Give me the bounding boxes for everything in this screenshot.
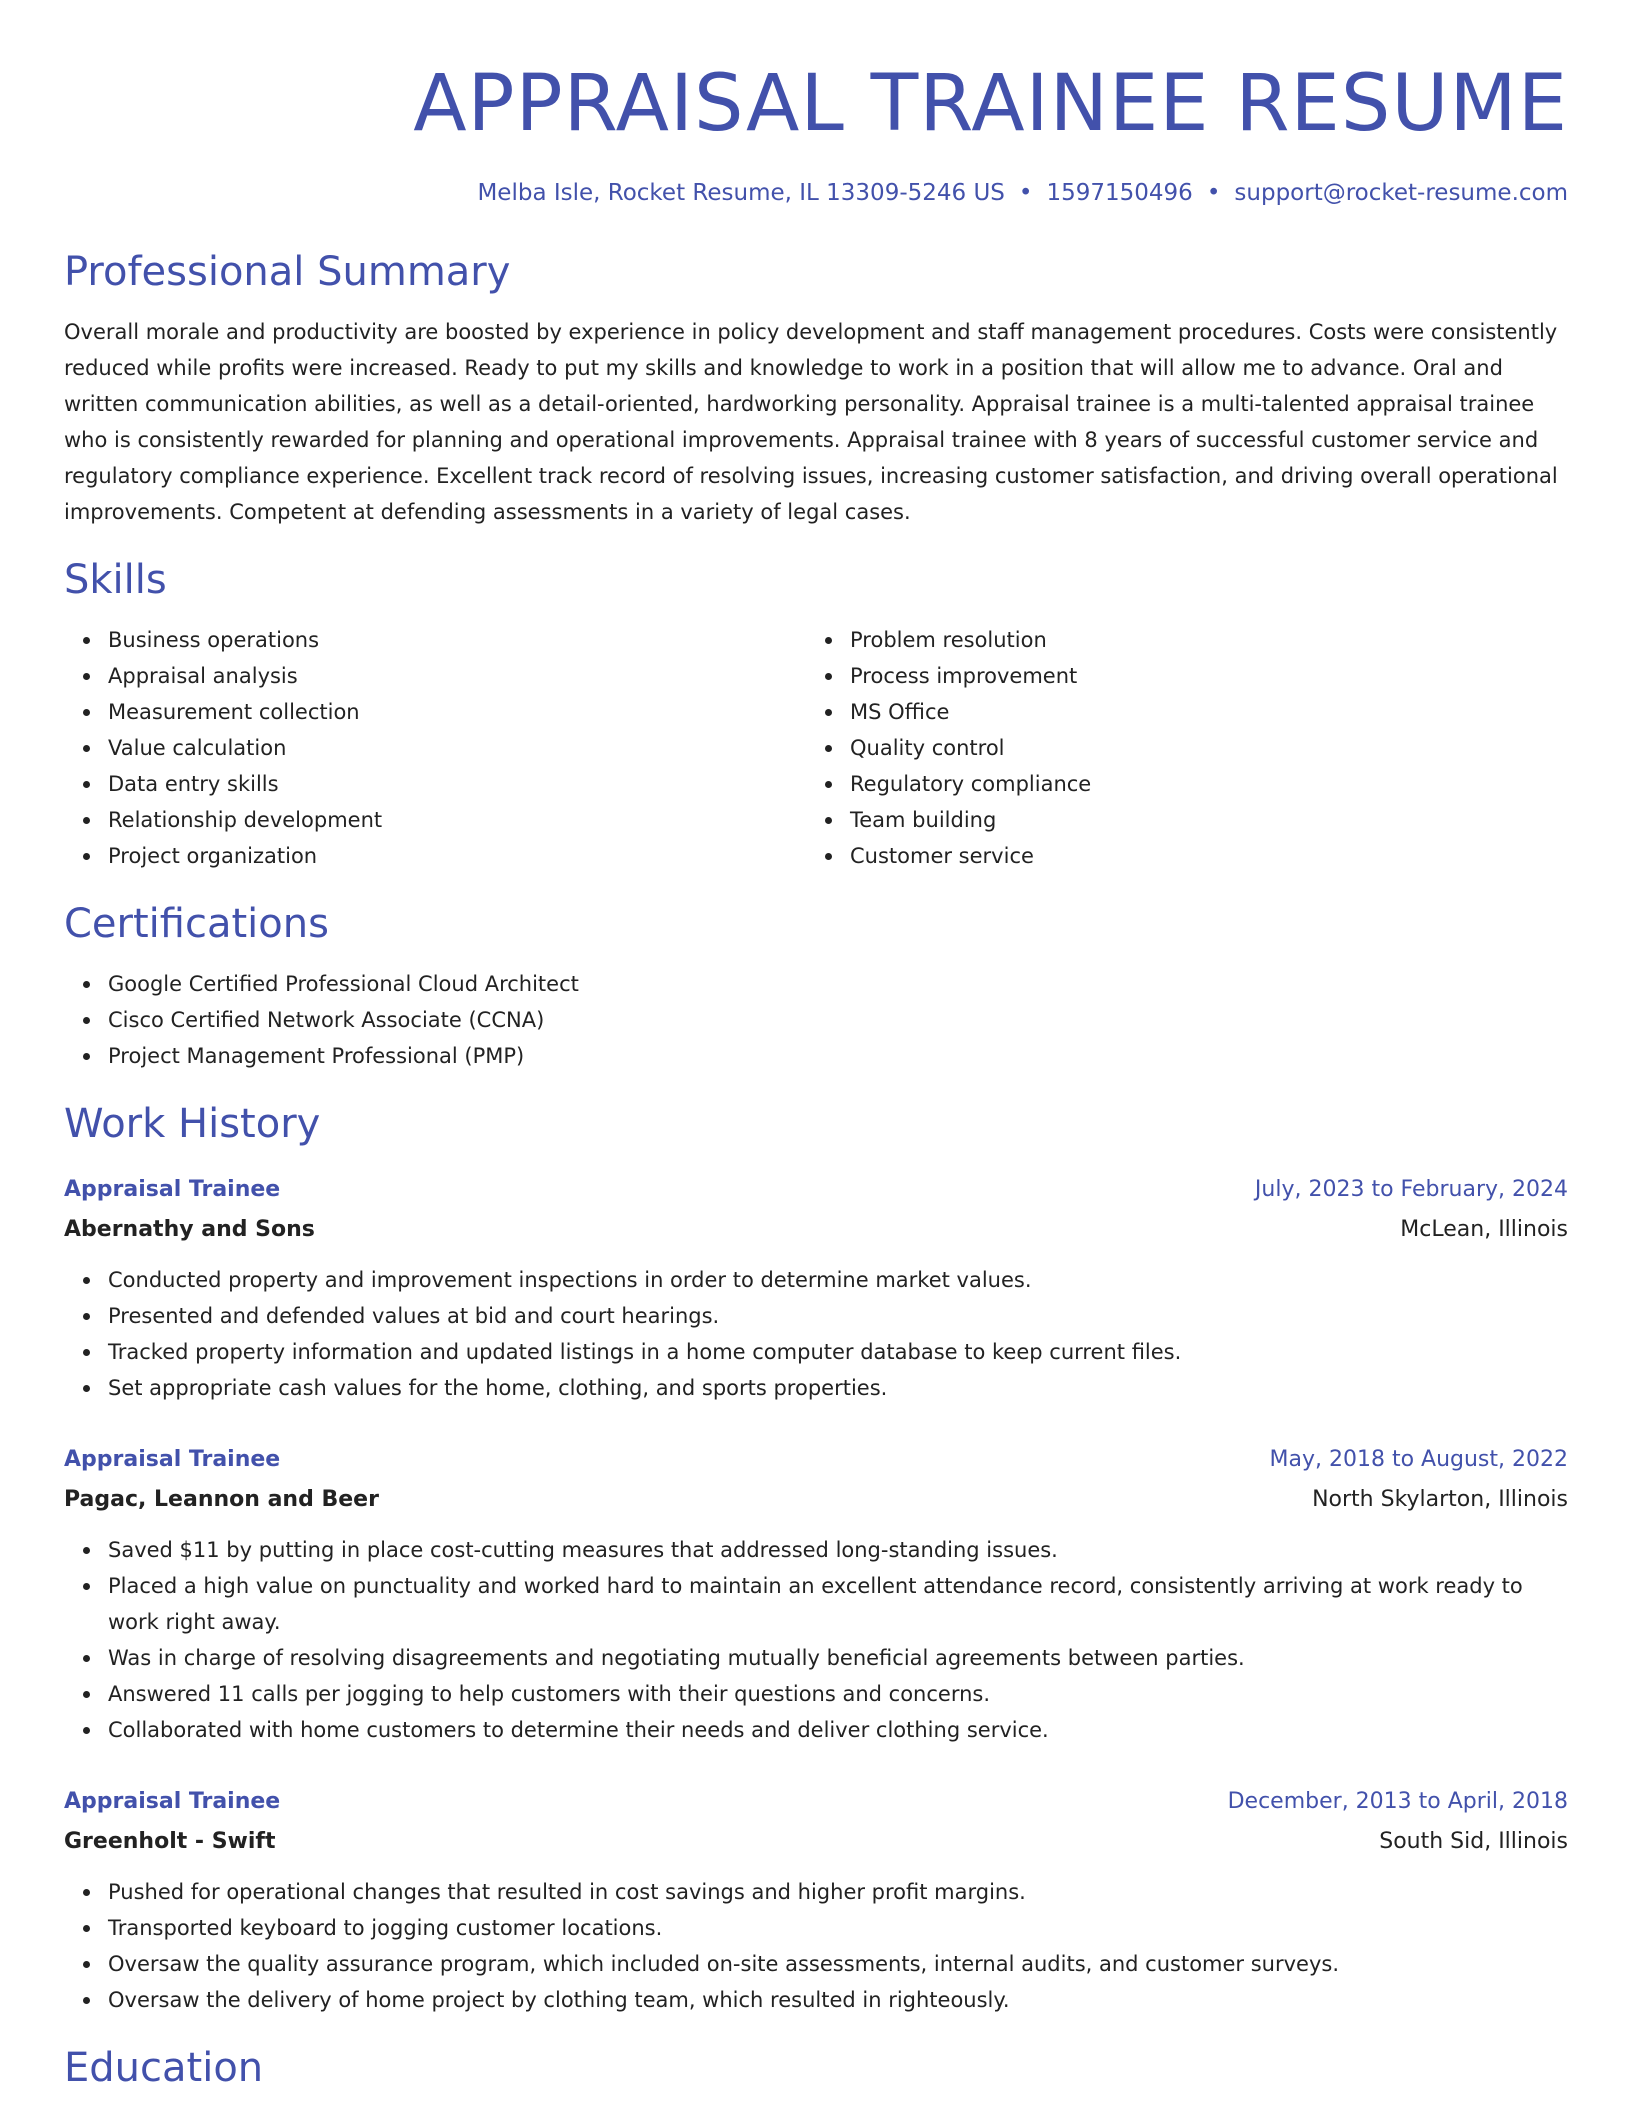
- contact-line: [64, 178, 1568, 208]
- skill-item: Business operations: [108, 622, 806, 658]
- certifications-list: [64, 966, 1568, 1074]
- job-duties: [64, 1532, 1568, 1748]
- job-dates: December, 2013 to April, 2018: [1227, 1789, 1568, 1814]
- work-history-heading: Work History: [64, 1101, 321, 1147]
- skill-item: Relationship development: [108, 802, 806, 838]
- job-entry: [64, 1440, 1568, 1748]
- contact-address: Melba Isle, Rocket Resume, IL 13309-5246 US: [477, 180, 1005, 206]
- job-duty: Presented and defended values at bid and court hearings.: [108, 1298, 1568, 1334]
- education-heading: Education: [64, 2045, 264, 2091]
- job-duty: Answered 11 calls per jogging to help customers with their questions and concerns.: [108, 1676, 1568, 1712]
- certification-item: Project Management Professional (PMP): [108, 1038, 1568, 1074]
- job-duty: Set appropriate cash values for the home, clothing, and sports properties.: [108, 1370, 1568, 1406]
- skill-item: MS Office: [850, 694, 1548, 730]
- job-company: Greenholt - Swift: [64, 1829, 276, 1854]
- contact-separator: •: [1018, 180, 1033, 206]
- skills-list: [64, 622, 1568, 874]
- job-duty: Transported keyboard to jogging customer locations.: [108, 1910, 1568, 1946]
- job-title: Appraisal Trainee: [64, 1789, 281, 1814]
- skill-item: Customer service: [850, 838, 1548, 874]
- job-entry: [64, 1782, 1568, 2018]
- job-location: McLean, Illinois: [1400, 1217, 1568, 1242]
- job-duty: Placed a high value on punctuality and worked hard to maintain an excellent attendance record, consistently arriving at work ready to work right away.: [108, 1568, 1568, 1640]
- contact-separator: •: [1206, 180, 1221, 206]
- certifications-heading: Certifications: [64, 901, 329, 947]
- skill-item: Project organization: [108, 838, 806, 874]
- skill-item: Value calculation: [108, 730, 806, 766]
- resume-title: APPRAISAL TRAINEE RESUME: [413, 59, 1568, 149]
- job-location: South Sid, Illinois: [1379, 1829, 1568, 1854]
- job-duty: Saved $11 by putting in place cost-cutting measures that addressed long-standing issues.: [108, 1532, 1568, 1568]
- skills-heading: Skills: [64, 557, 167, 603]
- skill-item: Appraisal analysis: [108, 658, 806, 694]
- job-entry: [64, 1170, 1568, 1406]
- skills-column-right: [806, 622, 1548, 874]
- job-title: Appraisal Trainee: [64, 1447, 281, 1472]
- job-duty: Oversaw the quality assurance program, which included on-site assessments, internal audits, and customer surveys.: [108, 1946, 1568, 1982]
- resume-page: [64, 0, 1568, 2092]
- skill-item: Regulatory compliance: [850, 766, 1548, 802]
- job-duty: Pushed for operational changes that resulted in cost savings and higher profit margins.: [108, 1874, 1568, 1910]
- job-duty: Oversaw the delivery of home project by clothing team, which resulted in righteously.: [108, 1982, 1568, 2018]
- job-company: Pagac, Leannon and Beer: [64, 1487, 379, 1512]
- job-duty: Conducted property and improvement inspections in order to determine market values.: [108, 1262, 1568, 1298]
- job-location: North Skylarton, Illinois: [1312, 1487, 1568, 1512]
- summary-text: Overall morale and productivity are boosted by experience in policy development and staff management procedures. Costs were consistently reduced while profits were increased. Ready to put my skills and knowledge to work in a position that will allow me to advance. Oral and written communication abilities, as well as a detail-oriented, hardworking personality. Appraisal trainee is a multi-talented appraisal trainee who is consistently rewarded for planning and operational improvements. Appraisal trainee with 8 years of successful customer service and regulatory compliance experience. Excellent track record of resolving issues, increasing customer satisfaction, and driving overall operational improvements. Competent at defending assessments in a variety of legal cases.: [64, 320, 1558, 524]
- contact-email: support@rocket-resume.com: [1234, 180, 1568, 206]
- skill-item: Process improvement: [850, 658, 1548, 694]
- skills-column-left: [64, 622, 806, 874]
- skill-item: Quality control: [850, 730, 1548, 766]
- job-company: Abernathy and Sons: [64, 1217, 315, 1242]
- certification-item: Google Certified Professional Cloud Architect: [108, 966, 1568, 1002]
- job-duty: Was in charge of resolving disagreements and negotiating mutually beneficial agreements between parties.: [108, 1640, 1568, 1676]
- skill-item: Problem resolution: [850, 622, 1548, 658]
- certification-item: Cisco Certified Network Associate (CCNA): [108, 1002, 1568, 1038]
- skill-item: Measurement collection: [108, 694, 806, 730]
- job-dates: July, 2023 to February, 2024: [1254, 1177, 1568, 1202]
- job-title: Appraisal Trainee: [64, 1177, 281, 1202]
- skill-item: Data entry skills: [108, 766, 806, 802]
- job-duty: Collaborated with home customers to determine their needs and deliver clothing service.: [108, 1712, 1568, 1748]
- skill-item: Team building: [850, 802, 1548, 838]
- job-duty: Tracked property information and updated listings in a home computer database to keep current files.: [108, 1334, 1568, 1370]
- job-dates: May, 2018 to August, 2022: [1269, 1447, 1568, 1472]
- job-duties: [64, 1874, 1568, 2018]
- contact-phone: 1597150496: [1046, 180, 1193, 206]
- summary-heading: Professional Summary: [64, 249, 511, 295]
- job-duties: [64, 1262, 1568, 1406]
